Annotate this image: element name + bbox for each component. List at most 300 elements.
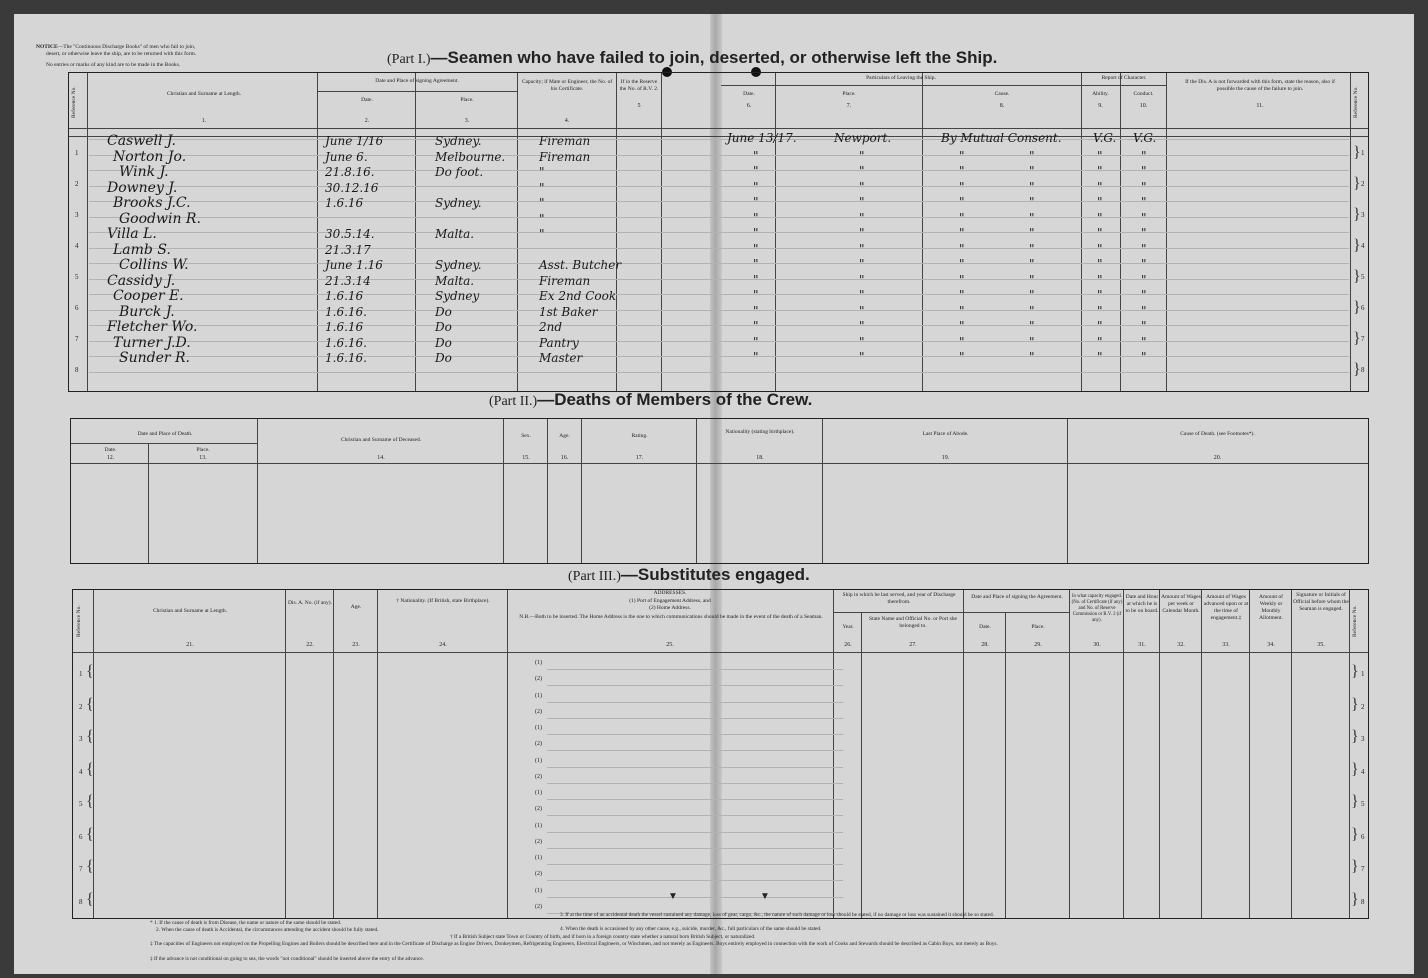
part3-title	[568, 565, 810, 585]
signing-date: 21.3.17	[325, 242, 371, 257]
footnote-ddagger: ‡ The capacities of Engineers not employed on the Propelling Engines and Boilers should be described here and in the Certificate of Discharge as Engine Drivers, Donkeymen, Refrigerating Engineers, Electrical Engineers, or Winchmen, and not merely as Engineers. Boys entirely employed in connection with the work of Cooks and Stewards should be described as Cabin Boys, not merely as Boys.	[150, 941, 998, 947]
p2-colnum-20: 20.	[1213, 455, 1222, 461]
part2-title-text: —Deaths of Members of the Crew.	[537, 390, 813, 409]
p3-hdr-address-nb: N.B.—Both to be inserted. The Home Address is the one to which communications should be made in the event of the death of a Seaman.	[519, 614, 823, 620]
crew-name: Wink J.	[119, 164, 169, 180]
p3-hdr-capacity: In what capacity engaged. (No. of Certificate (if any) and No. of Reserve Commission or R.V. 2 (if any).	[1071, 594, 1123, 623]
p1-ruled-line	[89, 356, 1349, 357]
p3-hdr-nationality: † Nationality. (If British, state Birthplace).	[396, 598, 490, 604]
p3-ref-brace-right: }	[1351, 760, 1359, 778]
p1-ruled-line	[89, 341, 1349, 342]
ditto-date: "	[753, 210, 759, 225]
p2-colnum-19: 19.	[941, 455, 950, 461]
ditto-date: "	[753, 288, 759, 302]
p3-hdr-address-title: ADDRESSES.	[653, 590, 687, 596]
p3-ref-number-right: 1	[1361, 670, 1365, 678]
capacity: 1st Baker	[539, 304, 598, 319]
crew-name: Downey J.	[107, 179, 178, 196]
p3-colnum-26: 26.	[844, 642, 852, 648]
p3-colnum-28: 28.	[981, 642, 989, 648]
ditto-cause-b: "	[1029, 179, 1035, 194]
p1-ref-brace: }	[1353, 361, 1361, 378]
part2-number: (Part II.)	[489, 394, 538, 409]
p2-hdr-age: Age.	[559, 433, 570, 439]
ditto-conduct: "	[1141, 319, 1147, 333]
address-line	[547, 685, 843, 686]
ditto-conduct: "	[1141, 241, 1147, 256]
p3-hdr-wages-advanced: Amount of Wages advanced upon or at the time of engagement.‡	[1203, 594, 1249, 621]
p3-colnum-32: 32.	[1177, 642, 1185, 648]
signing-place: Malta.	[435, 273, 475, 288]
ditto-place: "	[859, 319, 865, 333]
p2-hdr-abode: Last Place of Abode.	[922, 431, 969, 437]
address-line-label: (2)	[535, 708, 542, 715]
ditto-cause-b: "	[1029, 272, 1035, 287]
address-line	[547, 848, 843, 849]
ditto-conduct: "	[1141, 210, 1147, 225]
p1-colnum-6: 6.	[746, 103, 752, 109]
p3-hdr-address-2: (2) Home Address.	[649, 605, 691, 611]
p1-hdr-conduct: Conduct.	[1133, 91, 1154, 97]
p1-colnum-3: 3.	[464, 118, 470, 124]
capacity: "	[539, 165, 545, 179]
ditto-date: "	[753, 319, 759, 333]
signing-date: 1.6.16.	[325, 351, 367, 365]
crew-name: Cooper E.	[113, 288, 184, 304]
p3-ref-brace-left: {	[86, 793, 94, 810]
address-line-label: (1)	[535, 757, 542, 764]
p1-ref-number-right: 4	[1361, 242, 1365, 250]
ditto-cause-a: "	[959, 350, 965, 364]
p3-hdr-signing: Date and Place of signing the Agreement.	[971, 594, 1063, 600]
ditto-ability: "	[1097, 288, 1103, 302]
ditto-cause-b: "	[1029, 148, 1035, 163]
p2-colnum-18: 18.	[756, 455, 764, 461]
ditto-conduct: "	[1141, 303, 1147, 318]
p2-colnum-15: 15.	[522, 455, 530, 461]
ditto-cause-a: "	[959, 272, 965, 287]
ditto-date: "	[753, 226, 759, 240]
p3-hdr-date-hour: Date and Hour at which he is to be on board.	[1125, 594, 1159, 614]
p1-ref-number-right: 5	[1361, 273, 1365, 281]
capacity: Fireman	[539, 134, 591, 148]
ditto-cause-a: "	[959, 148, 965, 163]
address-line-label: (2)	[535, 773, 542, 780]
p1-ruled-line	[89, 310, 1349, 311]
p1-ref-number-right: 2	[1361, 180, 1365, 188]
ditto-place: "	[859, 241, 865, 256]
p1-ruled-line	[89, 170, 1349, 171]
capacity: Fireman	[539, 149, 591, 164]
ditto-date: "	[753, 179, 759, 194]
signing-date: 1.6.16.	[325, 335, 367, 350]
ditto-date: "	[753, 350, 759, 364]
part3-table	[72, 589, 1369, 919]
signing-place: Do foot.	[435, 165, 484, 179]
p1-ref-number: 5	[75, 273, 79, 281]
capacity: "	[539, 227, 545, 241]
p1-hdr-character: Report of Character.	[1101, 75, 1147, 81]
signing-place: Do	[435, 351, 452, 365]
p1-colnum-8: 8.	[999, 103, 1005, 109]
p3-ref-number-right: 6	[1361, 832, 1365, 841]
address-line-label: (1)	[535, 887, 542, 894]
p2-hdr-sex: Sex.	[521, 433, 531, 439]
p1-ref-number-right: 8	[1361, 366, 1365, 374]
ditto-date: "	[753, 148, 759, 163]
p1-ruled-line	[89, 263, 1349, 264]
signing-place: Do	[435, 335, 452, 350]
address-line	[547, 783, 843, 784]
ditto-date: "	[753, 257, 759, 271]
p2-colnum-17: 17.	[635, 455, 644, 461]
capacity: Pantry	[539, 335, 579, 350]
p3-ref-brace-left: {	[86, 890, 94, 908]
address-line	[547, 815, 843, 816]
p1-hdr-ref-right: Reference No.	[1353, 86, 1359, 118]
ditto-cause-a: "	[959, 257, 965, 271]
signing-date: 21.3.14	[325, 273, 371, 288]
ditto-ability: "	[1097, 272, 1103, 287]
p2-colnum-16: 16.	[560, 455, 569, 461]
ditto-cause-b: "	[1029, 164, 1035, 178]
notice-line-2: desert, or otherwise leave the ship, are to be returned with this form.	[46, 51, 197, 57]
p2-colnum-14: 14.	[377, 455, 385, 461]
p2-hdr-cause: Cause of Death. (see Footnotes*).	[1180, 431, 1255, 437]
ditto-cause-a: "	[959, 210, 965, 225]
p1-ref-number-right: 6	[1361, 304, 1365, 312]
p3-colnum-21: 21.	[186, 642, 194, 648]
signing-place: Sydney	[435, 289, 480, 303]
p1-colnum-11: 11.	[1256, 103, 1264, 109]
p3-hdr-ref-right: Reference No.	[1352, 605, 1358, 637]
notice-label: NOTICE	[36, 44, 58, 50]
p3-ref-brace-right: }	[1351, 728, 1359, 745]
p1-ruled-line	[89, 294, 1349, 295]
p3-hdr-date: Date.	[979, 624, 991, 630]
p3-ref-brace-left: {	[86, 695, 94, 713]
crew-name: Sunder R.	[119, 350, 191, 366]
part1-table	[68, 72, 1369, 392]
part1-title-text: —Seamen who have failed to join, deserted, or otherwise left the Ship.	[430, 48, 998, 67]
p3-ref-brace-right: }	[1351, 858, 1359, 875]
p3-colnum-27: 27.	[909, 642, 917, 648]
p1-ruled-line	[89, 248, 1349, 249]
p3-ref-number-right: 3	[1361, 735, 1365, 743]
ditto-place: "	[859, 195, 865, 209]
crew-name: Brooks J.C.	[113, 195, 191, 211]
ditto-conduct: "	[1141, 288, 1147, 302]
crew-name: Fletcher Wo.	[107, 319, 198, 335]
signing-date: 1.6.16	[325, 196, 364, 210]
p2-colnum-12: 12.	[106, 455, 115, 461]
signing-date: 30.5.14.	[325, 227, 375, 241]
arrow-mark-right: ▼	[760, 891, 770, 902]
p1-hdr-signing: Date and Place of signing Agreement.	[375, 78, 459, 84]
p1-colnum-7: 7.	[846, 103, 852, 109]
ditto-date: "	[753, 241, 759, 256]
p1-ref-number: 4	[75, 242, 79, 250]
leave-place: Newport.	[834, 131, 892, 145]
ditto-conduct: "	[1141, 257, 1147, 271]
p1-ruled-line	[89, 279, 1349, 280]
p3-hdr-dis-a: Dis. A. No. (if any).	[288, 600, 332, 606]
p3-ref-brace-right: }	[1351, 695, 1359, 713]
p3-ref-brace-right: }	[1351, 825, 1359, 843]
ditto-cause-b: "	[1029, 241, 1035, 256]
p1-hdr-leave-place: Place.	[842, 91, 856, 97]
p1-ruled-line	[89, 139, 1349, 140]
p1-hdr-ref: Reference No.	[71, 86, 77, 118]
signing-place: Do	[435, 320, 452, 334]
signing-place: Do	[435, 304, 452, 319]
p1-hdr-name: Christian and Surname at Length.	[166, 91, 242, 97]
ditto-ability: "	[1097, 319, 1103, 333]
address-line-label: (2)	[535, 903, 542, 910]
signing-date: June 6.	[325, 149, 368, 164]
ditto-ability: "	[1097, 241, 1103, 256]
p3-ref-number-right: 4	[1361, 767, 1365, 776]
p1-colnum-10: 10.	[1139, 103, 1148, 109]
part3-number: (Part III.)	[568, 569, 621, 584]
p1-ruled-line	[89, 372, 1349, 373]
signing-date: 30.12.16	[325, 180, 379, 195]
ditto-cause-a: "	[959, 179, 965, 194]
signing-place: Melbourne.	[435, 149, 506, 164]
p1-ref-brace: }	[1353, 206, 1361, 223]
p1-ruled-line	[89, 201, 1349, 202]
p1-ref-brace: }	[1353, 237, 1361, 254]
ditto-ability: "	[1097, 257, 1103, 271]
p3-colnum-25: 25.	[666, 642, 674, 648]
p3-hdr-allotment: Amount of Weekly or Monthly Allotment.	[1259, 594, 1283, 621]
p1-hdr-leaving: Particulars of Leaving the Ship.	[866, 75, 936, 81]
p3-ref-number: 2	[79, 702, 83, 711]
p3-ref-brace-left: {	[86, 858, 94, 875]
p3-ref-brace-right: }	[1351, 663, 1359, 680]
address-line-label: (2)	[535, 676, 542, 682]
notice-block	[36, 44, 336, 69]
address-line	[547, 669, 843, 670]
ditto-cause-a: "	[959, 319, 965, 333]
capacity: Asst. Butcher	[539, 258, 622, 272]
p3-colnum-31: 31.	[1138, 642, 1146, 648]
ditto-place: "	[859, 334, 865, 349]
p1-hdr-ability: Ability.	[1092, 91, 1109, 97]
p3-hdr-year: Year.	[842, 624, 854, 630]
p1-ref-brace: }	[1353, 330, 1361, 347]
address-line	[547, 750, 843, 751]
ditto-place: "	[859, 257, 865, 271]
p3-hdr-place: Place.	[1031, 624, 1045, 630]
p1-ruled-line	[89, 232, 1349, 233]
p1-ref-brace: }	[1353, 268, 1361, 285]
p2-hdr-place: Place.	[196, 447, 210, 453]
p3-ref-number-right: 2	[1361, 702, 1365, 711]
p2-colnum-13: 13.	[199, 455, 207, 461]
address-line-label: (2)	[535, 741, 542, 747]
ditto-date: "	[753, 164, 759, 178]
signing-date: 1.6.16	[325, 320, 364, 334]
leave-cause: By Mutual Consent.	[941, 131, 1062, 145]
p1-hdr-date: Date.	[361, 97, 373, 103]
ditto-conduct: "	[1141, 195, 1147, 209]
ditto-place: "	[859, 288, 865, 302]
p2-hdr-name: Christian and Surname of Deceased.	[340, 437, 422, 443]
signing-place: Sydney.	[435, 258, 482, 272]
address-line-label: (1)	[535, 822, 542, 829]
p3-hdr-wages-month: Amount of Wages per week or Calendar Month.	[1161, 594, 1201, 614]
crew-name: Collins W.	[119, 257, 189, 273]
footnote-1: * 1. If the cause of death is from Disease, the name or nature of the same should be stated.	[150, 920, 342, 926]
footnote-2: 2. When the cause of death is Accidental, the circumstances attending the accident should be fully stated.	[156, 927, 379, 933]
p1-ruled-line	[89, 325, 1349, 326]
p3-hdr-age: Age.	[350, 604, 362, 610]
part3-title-text: —Substitutes engaged.	[620, 565, 810, 584]
address-line	[547, 718, 843, 719]
p1-ref-number: 7	[75, 335, 79, 343]
ditto-cause-b: "	[1029, 350, 1035, 364]
p2-hdr-date: Date.	[104, 447, 117, 453]
p2-hdr-date-place: Date and Place of Death.	[137, 431, 193, 437]
part1-number: (Part I.)	[387, 52, 431, 67]
ditto-cause-a: "	[959, 226, 965, 240]
p1-ruled-line	[89, 155, 1349, 156]
ditto-cause-b: "	[1029, 303, 1035, 318]
signing-date: June 1.16	[325, 258, 383, 272]
p3-ref-number-right: 7	[1361, 865, 1365, 873]
p1-hdr-leave-date: Date.	[743, 91, 755, 97]
address-line-label: (1)	[535, 692, 542, 699]
p3-ref-brace-right: }	[1351, 793, 1359, 810]
address-line	[547, 880, 843, 881]
ditto-conduct: "	[1141, 179, 1147, 194]
address-line	[547, 702, 843, 703]
capacity: 2nd	[539, 320, 563, 334]
ditto-ability: "	[1097, 210, 1103, 225]
p1-hdr-reserve: If in the Reserve the No. of R.V. 2.	[619, 79, 659, 92]
p1-ref-number-right: 7	[1361, 335, 1365, 343]
ditto-conduct: "	[1141, 334, 1147, 349]
ditto-cause-a: "	[959, 334, 965, 349]
crew-name: Caswell J.	[107, 133, 176, 149]
ditto-conduct: "	[1141, 148, 1147, 163]
p2-hdr-rating: Rating.	[631, 433, 648, 439]
ditto-cause-b: "	[1029, 288, 1035, 302]
ditto-ability: "	[1097, 179, 1103, 194]
address-line	[547, 734, 843, 735]
p3-colnum-29: 29.	[1034, 642, 1042, 648]
p1-colnum-5: 5	[637, 103, 641, 109]
signing-place: Sydney.	[435, 196, 482, 210]
ditto-cause-a: "	[959, 164, 965, 178]
p3-ref-brace-left: {	[86, 760, 94, 778]
p3-colnum-33: 33.	[1222, 642, 1230, 648]
ditto-cause-b: "	[1029, 226, 1035, 240]
p1-ref-number-right: 1	[1361, 149, 1365, 157]
ditto-cause-b: "	[1029, 195, 1035, 209]
crew-name: Lamb S.	[113, 241, 171, 258]
ditto-cause-b: "	[1029, 210, 1035, 225]
ditto-place: "	[859, 350, 865, 364]
p3-ref-number-right: 8	[1361, 897, 1365, 906]
ditto-cause-a: "	[959, 195, 965, 209]
ditto-place: "	[859, 226, 865, 240]
signing-date: 1.6.16	[325, 289, 364, 303]
p3-ref-brace-right: }	[1351, 890, 1359, 908]
p3-ref-number: 4	[79, 767, 83, 776]
crew-name: Burck J.	[119, 303, 175, 320]
address-line-label: (1)	[535, 660, 542, 666]
signing-date: 1.6.16.	[325, 304, 367, 319]
address-line-label: (1)	[535, 725, 542, 731]
p1-ref-number: 8	[75, 366, 79, 374]
address-line	[547, 832, 843, 833]
ditto-place: "	[859, 148, 865, 163]
signing-place: Malta.	[435, 227, 475, 241]
p3-hdr-state-name: State Name and Official No. or Port she belonged to.	[869, 616, 957, 629]
ditto-conduct: "	[1141, 350, 1147, 364]
address-line	[547, 864, 843, 865]
p3-ref-number: 5	[79, 800, 83, 808]
ditto-ability: "	[1097, 334, 1103, 349]
address-line-label: (2)	[535, 806, 542, 812]
ditto-date: "	[753, 303, 759, 318]
leave-conduct: V.G.	[1133, 131, 1157, 145]
address-line-label: (1)	[535, 790, 542, 796]
ditto-ability: "	[1097, 148, 1103, 163]
leave-ability: V.G.	[1093, 131, 1117, 145]
ditto-cause-a: "	[959, 241, 965, 256]
p1-hdr-capacity: Capacity; if Mate or Engineer, the No. of his Certificate.	[521, 79, 613, 92]
part2-table	[70, 418, 1369, 564]
p3-ref-number: 1	[79, 670, 83, 678]
crew-name: Goodwin R.	[119, 210, 201, 227]
p1-hdr-place: Place.	[460, 97, 474, 103]
footnote-dagger: † If a British Subject state Town or Country of birth, and if born in a foreign country state whether a natural born British Subject, or naturalized.	[450, 934, 756, 940]
p3-ref-number-right: 5	[1361, 800, 1365, 808]
p1-ref-number: 6	[75, 304, 79, 312]
p1-ref-brace: }	[1353, 144, 1361, 161]
p1-hdr-cause: Cause.	[994, 91, 1010, 97]
ditto-ability: "	[1097, 303, 1103, 318]
address-line-label: (2)	[535, 838, 542, 845]
ditto-cause-a: "	[959, 303, 965, 318]
ditto-place: "	[859, 164, 865, 178]
ditto-conduct: "	[1141, 164, 1147, 178]
p3-ref-number: 7	[79, 865, 83, 873]
p1-ref-number: 3	[75, 211, 79, 219]
capacity: "	[539, 196, 545, 210]
p3-ref-brace-left: {	[86, 825, 94, 843]
notice-line-1: —The "Continuous Discharge Books" of men who fail to join,	[57, 44, 196, 50]
leave-date: June 13/17.	[727, 131, 797, 145]
footnote-4: 4. When the death is occasioned by any other cause, e.g., suicide, murder, &c., full particulars of the same should be stated.	[560, 926, 822, 932]
p3-ref-number: 3	[79, 735, 83, 743]
signing-date: 21.8.16.	[325, 165, 375, 179]
signing-place: Sydney.	[435, 134, 482, 148]
p1-hdr-dis-a: If the Dis. A is not forwarded with this form, state the reason, also if possible the cause of the failure to join.	[1185, 79, 1335, 92]
p1-colnum-4: 4.	[564, 118, 570, 124]
p3-ref-brace-left: {	[86, 728, 94, 745]
address-line	[547, 897, 843, 898]
p3-hdr-name: Christian and Surname at Length.	[152, 608, 228, 614]
crew-name: Turner J.D.	[113, 334, 191, 351]
p3-ref-number: 6	[79, 832, 83, 841]
p3-colnum-30: 30.	[1093, 642, 1101, 648]
p3-colnum-35: 35.	[1317, 642, 1325, 648]
signing-date: June 1/16	[325, 134, 384, 148]
